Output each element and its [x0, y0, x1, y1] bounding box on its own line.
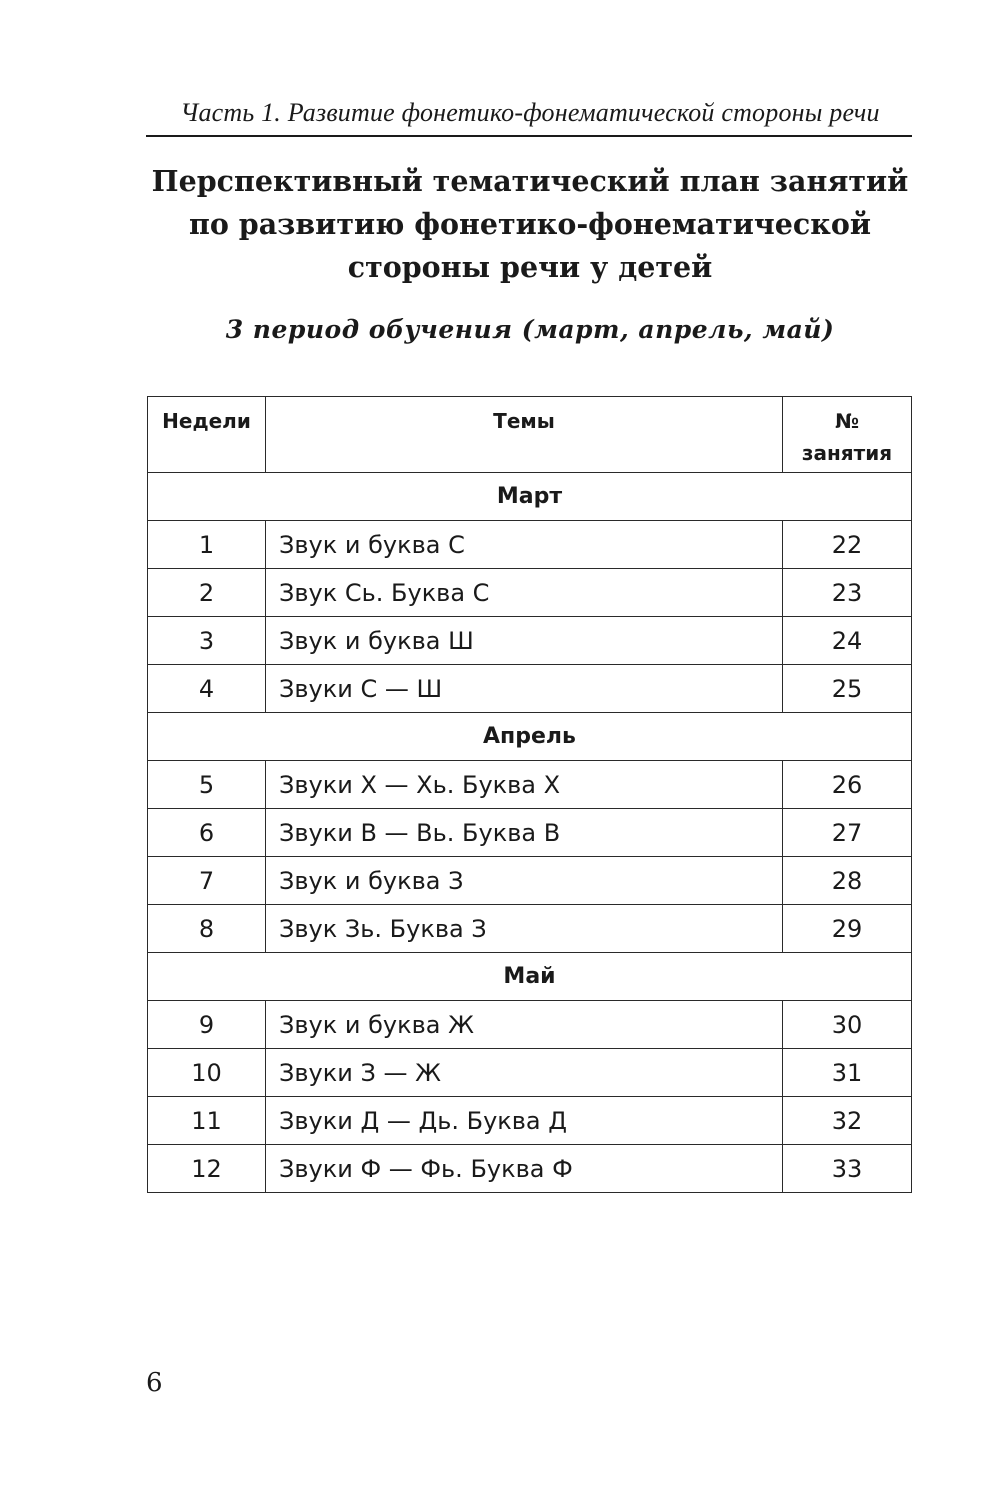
topic-cell: Звуки Д — Дь. Буква Д — [266, 1097, 783, 1145]
header-weeks: Недели — [148, 397, 266, 473]
period-subtitle: 3 период обучения (март, апрель, май) — [225, 315, 835, 344]
week-cell: 12 — [148, 1145, 266, 1193]
week-cell: 6 — [148, 809, 266, 857]
table-body — [148, 473, 912, 1193]
week-cell: 10 — [148, 1049, 266, 1097]
topic-cell: Звук и буква С — [266, 521, 783, 569]
lesson-number-cell: 30 — [783, 1001, 912, 1049]
month-label: Март — [148, 473, 912, 521]
header-topics: Темы — [266, 397, 783, 473]
header-divider — [146, 135, 912, 137]
week-cell: 5 — [148, 761, 266, 809]
topic-cell: Звуки Ф — Фь. Буква Ф — [266, 1145, 783, 1193]
table-row — [148, 521, 912, 569]
month-row — [148, 953, 912, 1001]
page-number: 6 — [146, 1368, 163, 1398]
week-cell: 11 — [148, 1097, 266, 1145]
table-row — [148, 617, 912, 665]
week-cell: 9 — [148, 1001, 266, 1049]
month-label: Май — [148, 953, 912, 1001]
week-cell: 1 — [148, 521, 266, 569]
topic-cell: Звуки С — Ш — [266, 665, 783, 713]
week-cell: 7 — [148, 857, 266, 905]
title-line-3: стороны речи у детей — [347, 250, 713, 284]
topic-cell: Звук и буква Ш — [266, 617, 783, 665]
lesson-number-cell: 26 — [783, 761, 912, 809]
lesson-number-cell: 33 — [783, 1145, 912, 1193]
title-line-1: Перспективный тематический план занятий — [151, 164, 909, 198]
lesson-number-cell: 24 — [783, 617, 912, 665]
lesson-number-cell: 25 — [783, 665, 912, 713]
lesson-number-cell: 23 — [783, 569, 912, 617]
week-cell: 4 — [148, 665, 266, 713]
table-row — [148, 809, 912, 857]
topic-cell: Звуки З — Ж — [266, 1049, 783, 1097]
lesson-plan-table — [147, 396, 912, 1193]
header-lesson-number-sign: № — [834, 409, 860, 433]
lesson-number-cell: 28 — [783, 857, 912, 905]
table-row — [148, 1049, 912, 1097]
lesson-number-cell: 31 — [783, 1049, 912, 1097]
table-row — [148, 1145, 912, 1193]
lesson-number-cell: 22 — [783, 521, 912, 569]
table-row — [148, 1097, 912, 1145]
lesson-number-cell: 32 — [783, 1097, 912, 1145]
lesson-number-cell: 29 — [783, 905, 912, 953]
topic-cell: Звук Зь. Буква З — [266, 905, 783, 953]
lesson-number-cell: 27 — [783, 809, 912, 857]
topic-cell: Звук и буква З — [266, 857, 783, 905]
topic-cell: Звук и буква Ж — [266, 1001, 783, 1049]
month-row — [148, 713, 912, 761]
running-header: Часть 1. Развитие фонетико-фонематической стороны речи — [180, 98, 880, 127]
title-line-2: по развитию фонетико-фонематической — [189, 207, 871, 241]
month-label: Апрель — [148, 713, 912, 761]
page-title — [110, 160, 950, 289]
table-row — [148, 665, 912, 713]
table-header-row — [148, 397, 912, 473]
week-cell: 3 — [148, 617, 266, 665]
table-row — [148, 1001, 912, 1049]
topic-cell: Звуки Х — Хь. Буква Х — [266, 761, 783, 809]
topic-cell: Звуки В — Вь. Буква В — [266, 809, 783, 857]
week-cell: 2 — [148, 569, 266, 617]
header-lesson-number — [783, 397, 912, 473]
topic-cell: Звук Сь. Буква С — [266, 569, 783, 617]
week-cell: 8 — [148, 905, 266, 953]
table-row — [148, 569, 912, 617]
table-row — [148, 761, 912, 809]
table-row — [148, 857, 912, 905]
month-row — [148, 473, 912, 521]
header-lesson-number-label: занятия — [801, 441, 893, 465]
table-row — [148, 905, 912, 953]
